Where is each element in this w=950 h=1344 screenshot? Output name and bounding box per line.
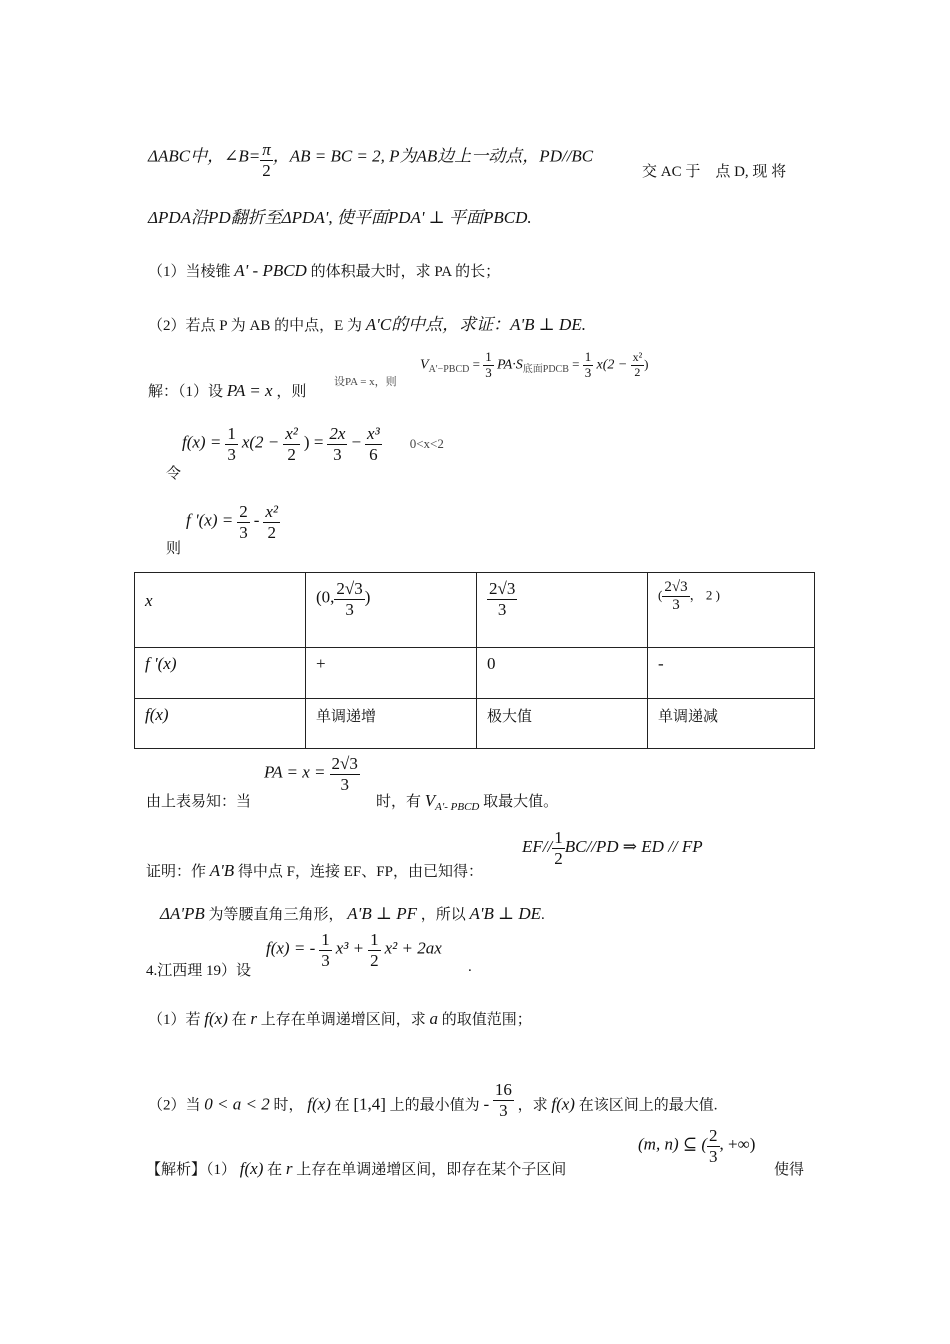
table-cell: f '(x) xyxy=(135,648,306,698)
triangle-line: ΔA'PB 为等腰直角三角形， A'B ⊥ PF ，所以 A'B ⊥ DE. xyxy=(160,904,545,923)
proof-equation: EF// $\frac{1}{2}$ BC//PD ⇒ ED // FP xyxy=(522,828,703,868)
problem4-dot: . xyxy=(468,959,472,975)
question-2: （2）若点 P 为 AB 的中点，E 为 A'C的中点，求证：A'B ⊥ DE. xyxy=(148,315,586,334)
table-cell: + xyxy=(306,648,477,698)
answer-interval: (m, n) ⊆ ( $\frac{2}{3}$ , +∞) xyxy=(638,1126,756,1166)
conclusion-mid: 时，有 $V_{A'- PBCD}$ 取最大值。 xyxy=(376,791,559,813)
answer-end: 使得 xyxy=(774,1162,805,1178)
table-row xyxy=(135,573,815,648)
proof-line: 证明：作 A'B 得中点 F，连接 EF、FP，由已知得： xyxy=(146,861,483,880)
solution-img-text: 设PA = x，则 xyxy=(334,376,397,388)
table-cell: 单调递减 xyxy=(648,698,815,748)
table-cell: - xyxy=(648,648,815,698)
table-cell: 0 xyxy=(477,648,648,698)
problem4-formula: f(x) = - $\frac{1}{3}$ x³ + $\frac{1}{2}$ x² + 2ax xyxy=(266,930,442,970)
table-cell: $\frac{2√3}{3}$ xyxy=(477,573,648,648)
problem4-label: 4.江西理 19）设 xyxy=(146,963,252,979)
fprime-formula: f '(x) = $\frac{2}{3}$ - $\frac{\text{x²}}{2}$ xyxy=(186,502,279,542)
ze-label: 则 xyxy=(166,541,182,557)
ling-label: 令 xyxy=(166,466,182,482)
problem4-q2: （2）当 0 < a < 2 时， f(x) 在 [1,4] 上的最小值为 - $\frac{16}{3}$ ，求 f(x) 在该区间上的最大值. xyxy=(148,1080,718,1120)
monotonicity-table xyxy=(134,572,815,749)
table-cell: x xyxy=(135,573,306,648)
problem-line1 xyxy=(148,140,593,180)
answer-line: 【解析】（1） f(x) 在 r 上存在单调递增区间，即存在某个子区间 xyxy=(146,1159,567,1178)
table-cell: ( $\frac{2√3}{3}$ ， 2 ) xyxy=(648,573,815,648)
table-cell: 单调递增 xyxy=(306,698,477,748)
fx-formula: f(x) = $\frac{1}{3}$ x(2 − $\frac{\text{x²}}{2}$ ) = $\frac{2x}{3}$ − $\frac{\text{x³}}{6}$ 0<x<2 xyxy=(182,424,444,464)
volume-formula: $V_{A'-PBCD}$ = $\frac{1}{3}$ $PA\cdot S_{底面PDCB}$ = $\frac{1}{3}$ x(2 − $\frac{\text{x²}}{2}$ ) xyxy=(420,349,649,380)
problem4-q1: （1）若 f(x) 在 r 上存在单调递增区间，求 a 的取值范围； xyxy=(148,1009,532,1028)
pa-max-formula: PA = x = $\frac{2√3}{3}$ xyxy=(264,754,358,794)
pi-over-two: $\frac{\pi}{2}$ xyxy=(262,140,271,180)
table-cell: f(x) xyxy=(135,698,306,748)
table-cell: 极大值 xyxy=(477,698,648,748)
triangle-abc-text: ΔABC中，∠B= xyxy=(148,146,261,166)
ab-bc-text: ，AB = BC = 2, P为AB边上一动点，PD//BC xyxy=(272,146,594,166)
conclusion-label: 由上表易知：当 xyxy=(146,794,252,810)
table-cell: (0, $\frac{2√3}{3}$ ) xyxy=(306,573,477,648)
problem-line2: ΔPDA沿PD翻折至ΔPDA', 使平面PDA' ⊥ 平面PBCD. xyxy=(148,208,532,227)
question-1: （1）当棱锥 A' - PBCD 的体积最大时，求 PA 的长； xyxy=(148,261,501,280)
table-row xyxy=(135,698,815,748)
table-row xyxy=(135,648,815,698)
problem-line1-cont: 交 AC 于 点 D, 现 将 xyxy=(642,164,787,180)
solution-line1: 解：（1）设 PA = x ，则 xyxy=(148,381,307,400)
